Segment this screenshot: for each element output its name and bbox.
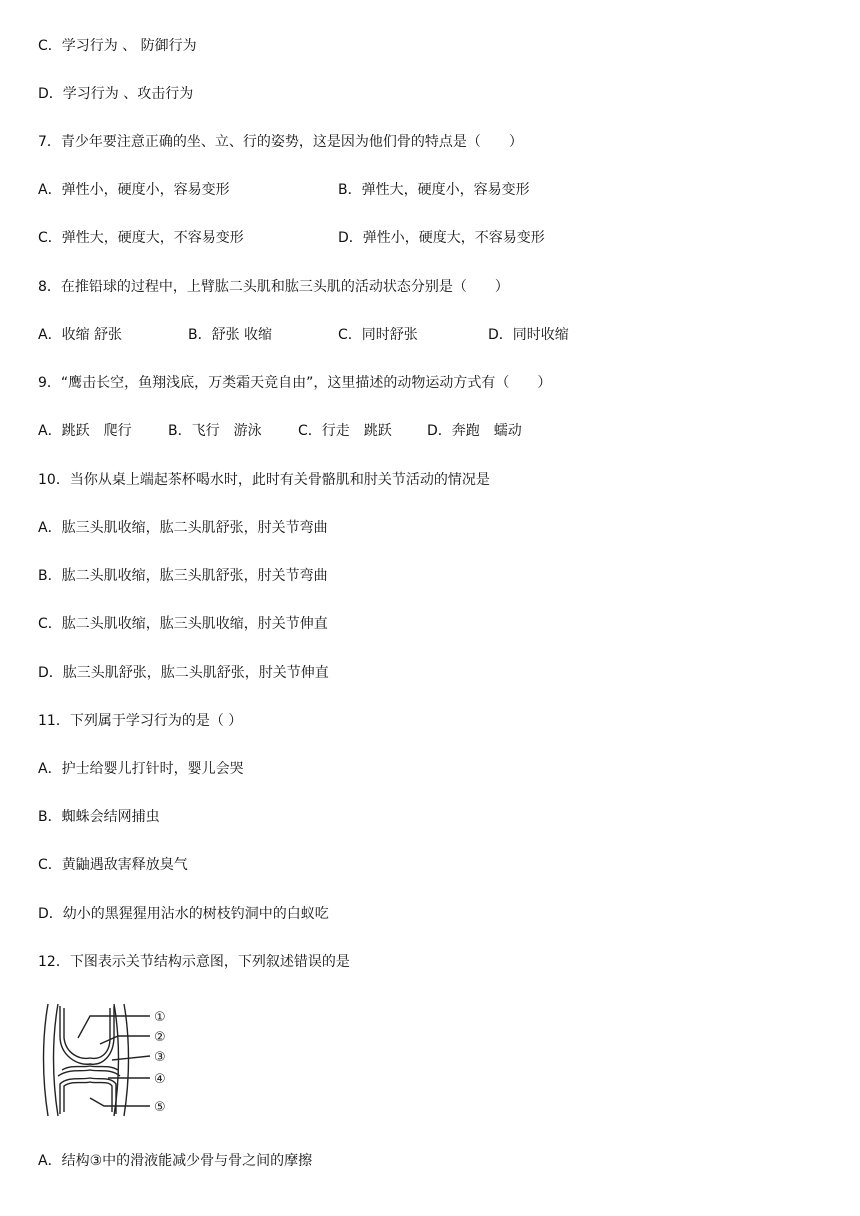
q6-option-d: D．学习行为 、攻击行为	[38, 86, 194, 102]
q12-option-a: A．结构③中的滑液能减少骨与骨之间的摩擦	[38, 1153, 313, 1169]
q7-options-row-2	[38, 228, 545, 248]
q10-option-c: C．肱二头肌收缩，肱三头肌收缩，肘关节伸直	[38, 616, 328, 632]
q11-option-d: D．幼小的黑猩猩用沾水的树枝钓洞中的白蚁吃	[38, 906, 329, 922]
q7-options-row-1	[38, 180, 530, 200]
q8-options	[38, 325, 569, 345]
q8-option-b: B．舒张 收缩	[188, 327, 273, 343]
joint-structure-diagram	[38, 998, 178, 1120]
question-9: 9．“鹰击长空，鱼翔浅底，万类霜天竞自由”，这里描述的动物运动方式有（ ）	[38, 375, 552, 391]
q8-option-c: C．同时舒张	[338, 327, 418, 343]
q9-option-d: D．奔跑 蠕动	[427, 423, 522, 439]
diagram-label-4: ④	[154, 1072, 166, 1087]
question-11: 11．下列属于学习行为的是（ ）	[38, 713, 243, 729]
q9-option-c: C．行走 跳跃	[298, 423, 392, 439]
q10-option-a: A．肱三头肌收缩，肱二头肌舒张，肘关节弯曲	[38, 520, 328, 536]
q11-option-a: A．护士给婴儿打针时，婴儿会哭	[38, 761, 244, 777]
q10-option-d: D．肱三头肌舒张，肱二头肌舒张，肘关节伸直	[38, 665, 329, 681]
q7-option-b: B．弹性大，硬度小，容易变形	[338, 182, 530, 198]
q11-option-b: B．蜘蛛会结网捕虫	[38, 809, 160, 825]
q8-option-a: A．收缩 舒张	[38, 327, 123, 343]
diagram-label-3: ③	[154, 1050, 166, 1065]
question-7: 7．青少年要注意正确的坐、立、行的姿势，这是因为他们骨的特点是（ ）	[38, 134, 523, 150]
q6-option-c: C．学习行为 、 防御行为	[38, 38, 197, 54]
diagram-label-2: ②	[154, 1030, 166, 1045]
q7-option-c: C．弹性大，硬度大，不容易变形	[38, 230, 244, 246]
question-10: 10．当你从桌上端起茶杯喝水时，此时有关骨骼肌和肘关节活动的情况是	[38, 472, 490, 488]
question-12: 12．下图表示关节结构示意图，下列叙述错误的是	[38, 954, 350, 970]
q9-option-a: A．跳跃 爬行	[38, 423, 132, 439]
q9-option-b: B．飞行 游泳	[168, 423, 262, 439]
diagram-label-5: ⑤	[154, 1100, 166, 1115]
q11-option-c: C．黄鼬遇敌害释放臭气	[38, 857, 188, 873]
q7-option-d: D．弹性小，硬度大，不容易变形	[338, 230, 545, 246]
question-8: 8．在推铅球的过程中，上臂肱二头肌和肱三头肌的活动状态分别是（ ）	[38, 279, 509, 295]
q7-option-a: A．弹性小，硬度小，容易变形	[38, 182, 230, 198]
diagram-label-1: ①	[154, 1010, 166, 1025]
q8-option-d: D．同时收缩	[488, 327, 569, 343]
q9-options	[38, 421, 522, 441]
q10-option-b: B．肱二头肌收缩，肱三头肌舒张，肘关节弯曲	[38, 568, 328, 584]
